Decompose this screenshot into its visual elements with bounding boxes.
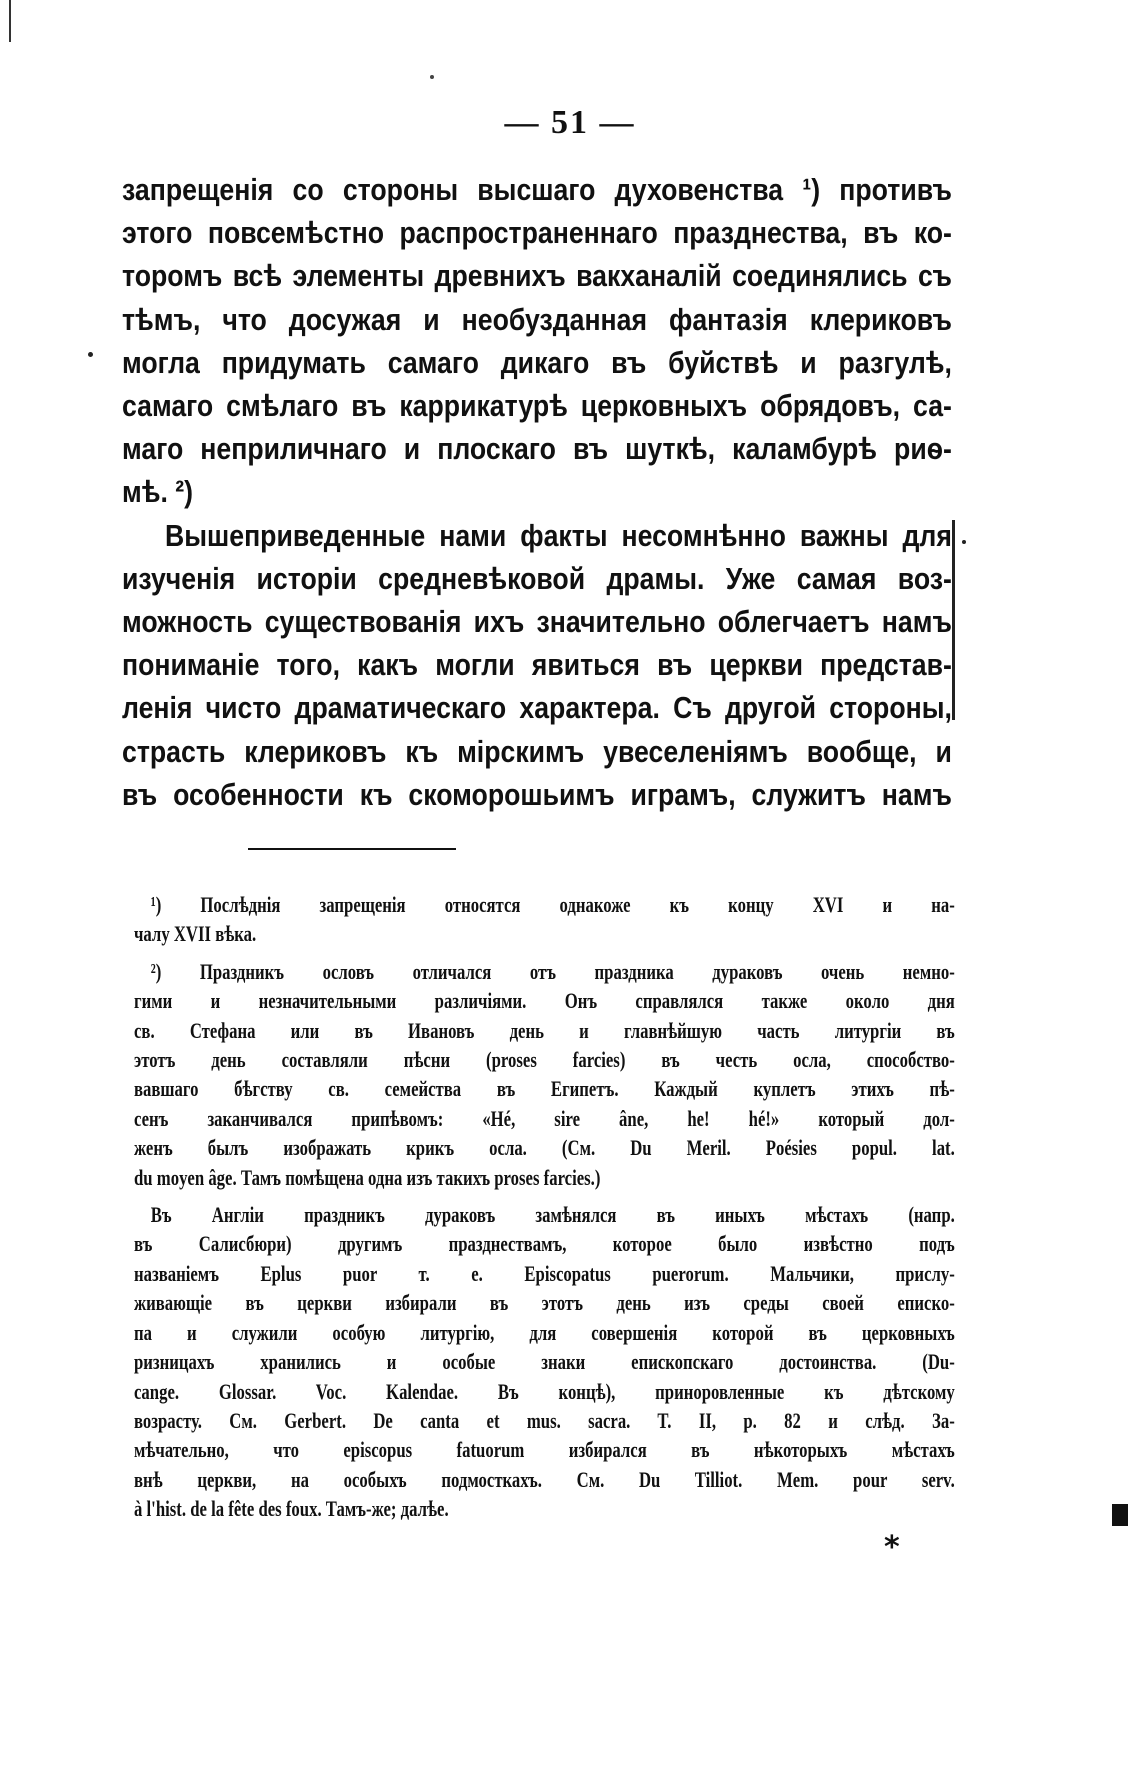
footnote-line: ризницахъ хранились и особые знаки епископскаго достоинства. (Du- bbox=[134, 1349, 955, 1375]
text-line: запрещенія со стороны высшаго духовенства ¹) противъ bbox=[122, 172, 952, 207]
footnote-1 bbox=[134, 890, 955, 949]
footnote-line: ¹) Послѣднія запрещенія относятся однакоже къ концу XVI и на- bbox=[150, 892, 955, 917]
margin-dot bbox=[88, 352, 93, 357]
footnote-line: названіемъ Eplus puor т. е. Episcopatus puerorum. Мальчики, прислу- bbox=[134, 1260, 955, 1286]
footnote-line: вавшаго бѣгству св. семейства въ Египетъ. Каждый куплетъ этихъ пѣ- bbox=[134, 1076, 955, 1102]
ink-blot bbox=[1112, 1504, 1128, 1526]
paragraph-2 bbox=[122, 514, 952, 816]
footnote-line: па и служили особую литургію, для совершенія которой въ церковныхъ bbox=[134, 1319, 955, 1345]
footnote-line: живающіе въ церкви избирали въ этотъ день изъ среды своей еписко- bbox=[134, 1290, 955, 1316]
text-line: этого повсемѣстно распространеннаго празднества, въ ко- bbox=[122, 215, 952, 251]
footnote-line: возрасту. См. Gerbert. De canta et mus. sacra. T. II, p. 82 и слѣд. За- bbox=[134, 1407, 955, 1433]
footnote-line: женъ былъ изображать крикъ осла. (См. Du Meril. Poésies popul. lat. bbox=[134, 1135, 955, 1161]
text-line: маго неприличнаго и плоскаго въ шуткѣ, каламбурѣ риѳ- bbox=[122, 431, 952, 467]
ink-speck bbox=[430, 75, 434, 79]
footnote-line: чалу XVII вѣка. bbox=[134, 921, 257, 947]
footnote-line: du moyen âge. Тамъ помѣщена одна изъ такихъ proses farcies.) bbox=[134, 1164, 601, 1190]
footnote-line: въ Салисбюри) другимъ празднествамъ, которое было извѣстно подъ bbox=[134, 1231, 955, 1257]
star-mark: * bbox=[884, 1530, 900, 1565]
footnotes bbox=[134, 890, 955, 1532]
main-text bbox=[122, 168, 952, 816]
text-line: ленія чисто драматическаго характера. Съ другой стороны, bbox=[122, 690, 952, 726]
text-line: торомъ всѣ элементы древнихъ вакханалій соединялись съ bbox=[122, 258, 952, 294]
text-line: самаго смѣлаго въ каррикатурѣ церковныхъ обрядовъ, са- bbox=[122, 388, 952, 424]
text-line: тѣмъ, что досужая и необузданная фантазія клериковъ bbox=[122, 301, 952, 337]
text-line: мѣ. ²) bbox=[122, 474, 194, 510]
text-line: страсть клериковъ къ мірскимъ увеселеніямъ вообще, и bbox=[122, 733, 952, 769]
footnote-line: à l'hist. de la fête des foux. Тамъ-же; далѣе. bbox=[134, 1496, 449, 1522]
footnote-rule bbox=[248, 848, 456, 850]
footnote-3 bbox=[134, 1200, 955, 1523]
footnote-line: cange. Glossar. Voc. Kalendae. Въ концѣ), приноровленные къ дѣтскому bbox=[134, 1378, 955, 1404]
margin-dot bbox=[962, 540, 966, 544]
footnote-2 bbox=[134, 957, 955, 1192]
text-line: пониманіе того, какъ могли явиться въ церкви представ- bbox=[122, 647, 952, 683]
footnote-line: этотъ день составляли пѣсни (proses farcies) въ честь осла, способство- bbox=[134, 1047, 955, 1073]
margin-line bbox=[952, 520, 955, 720]
footnote-line: св. Стефана или въ Ивановъ день и главнѣйшую часть литургіи въ bbox=[134, 1017, 955, 1043]
text-line: Вышеприведенные нами факты несомнѣнно важны для bbox=[165, 517, 952, 553]
footnote-line: внѣ церкви, на особыхъ подмосткахъ. См. Du Tilliot. Mem. pour serv. bbox=[134, 1466, 955, 1492]
text-line: изученія исторіи средневѣковой драмы. Уже самая воз- bbox=[122, 560, 952, 596]
footnote-line: гими и незначительными различіями. Онъ справлялся также около дня bbox=[134, 988, 955, 1014]
page-edge-mark bbox=[9, 0, 11, 42]
page-number: — 51 — bbox=[504, 104, 636, 141]
text-line: въ особенности къ скоморошьимъ играмъ, служитъ намъ bbox=[122, 776, 952, 812]
footnote-line: мѣчательно, что episcopus fatuorum избирался въ нѣкоторыхъ мѣстахъ bbox=[134, 1437, 955, 1463]
footnote-line: ²) Праздникъ ословъ отличался отъ праздника дураковъ очень немно- bbox=[150, 958, 955, 984]
footnote-line: сенъ заканчивался припѣвомъ: «Hé, sire âne, he! hé!» который дол- bbox=[134, 1105, 955, 1131]
footnote-line: Въ Англіи праздникъ дураковъ замѣнялся въ иныхъ мѣстахъ (напр. bbox=[150, 1202, 955, 1228]
paragraph-1 bbox=[122, 168, 952, 514]
text-line: могла придумать самаго дикаго въ буйствѣ и разгулѣ, bbox=[122, 344, 952, 380]
text-line: можность существованія ихъ значительно облегчаетъ намъ bbox=[122, 604, 952, 640]
